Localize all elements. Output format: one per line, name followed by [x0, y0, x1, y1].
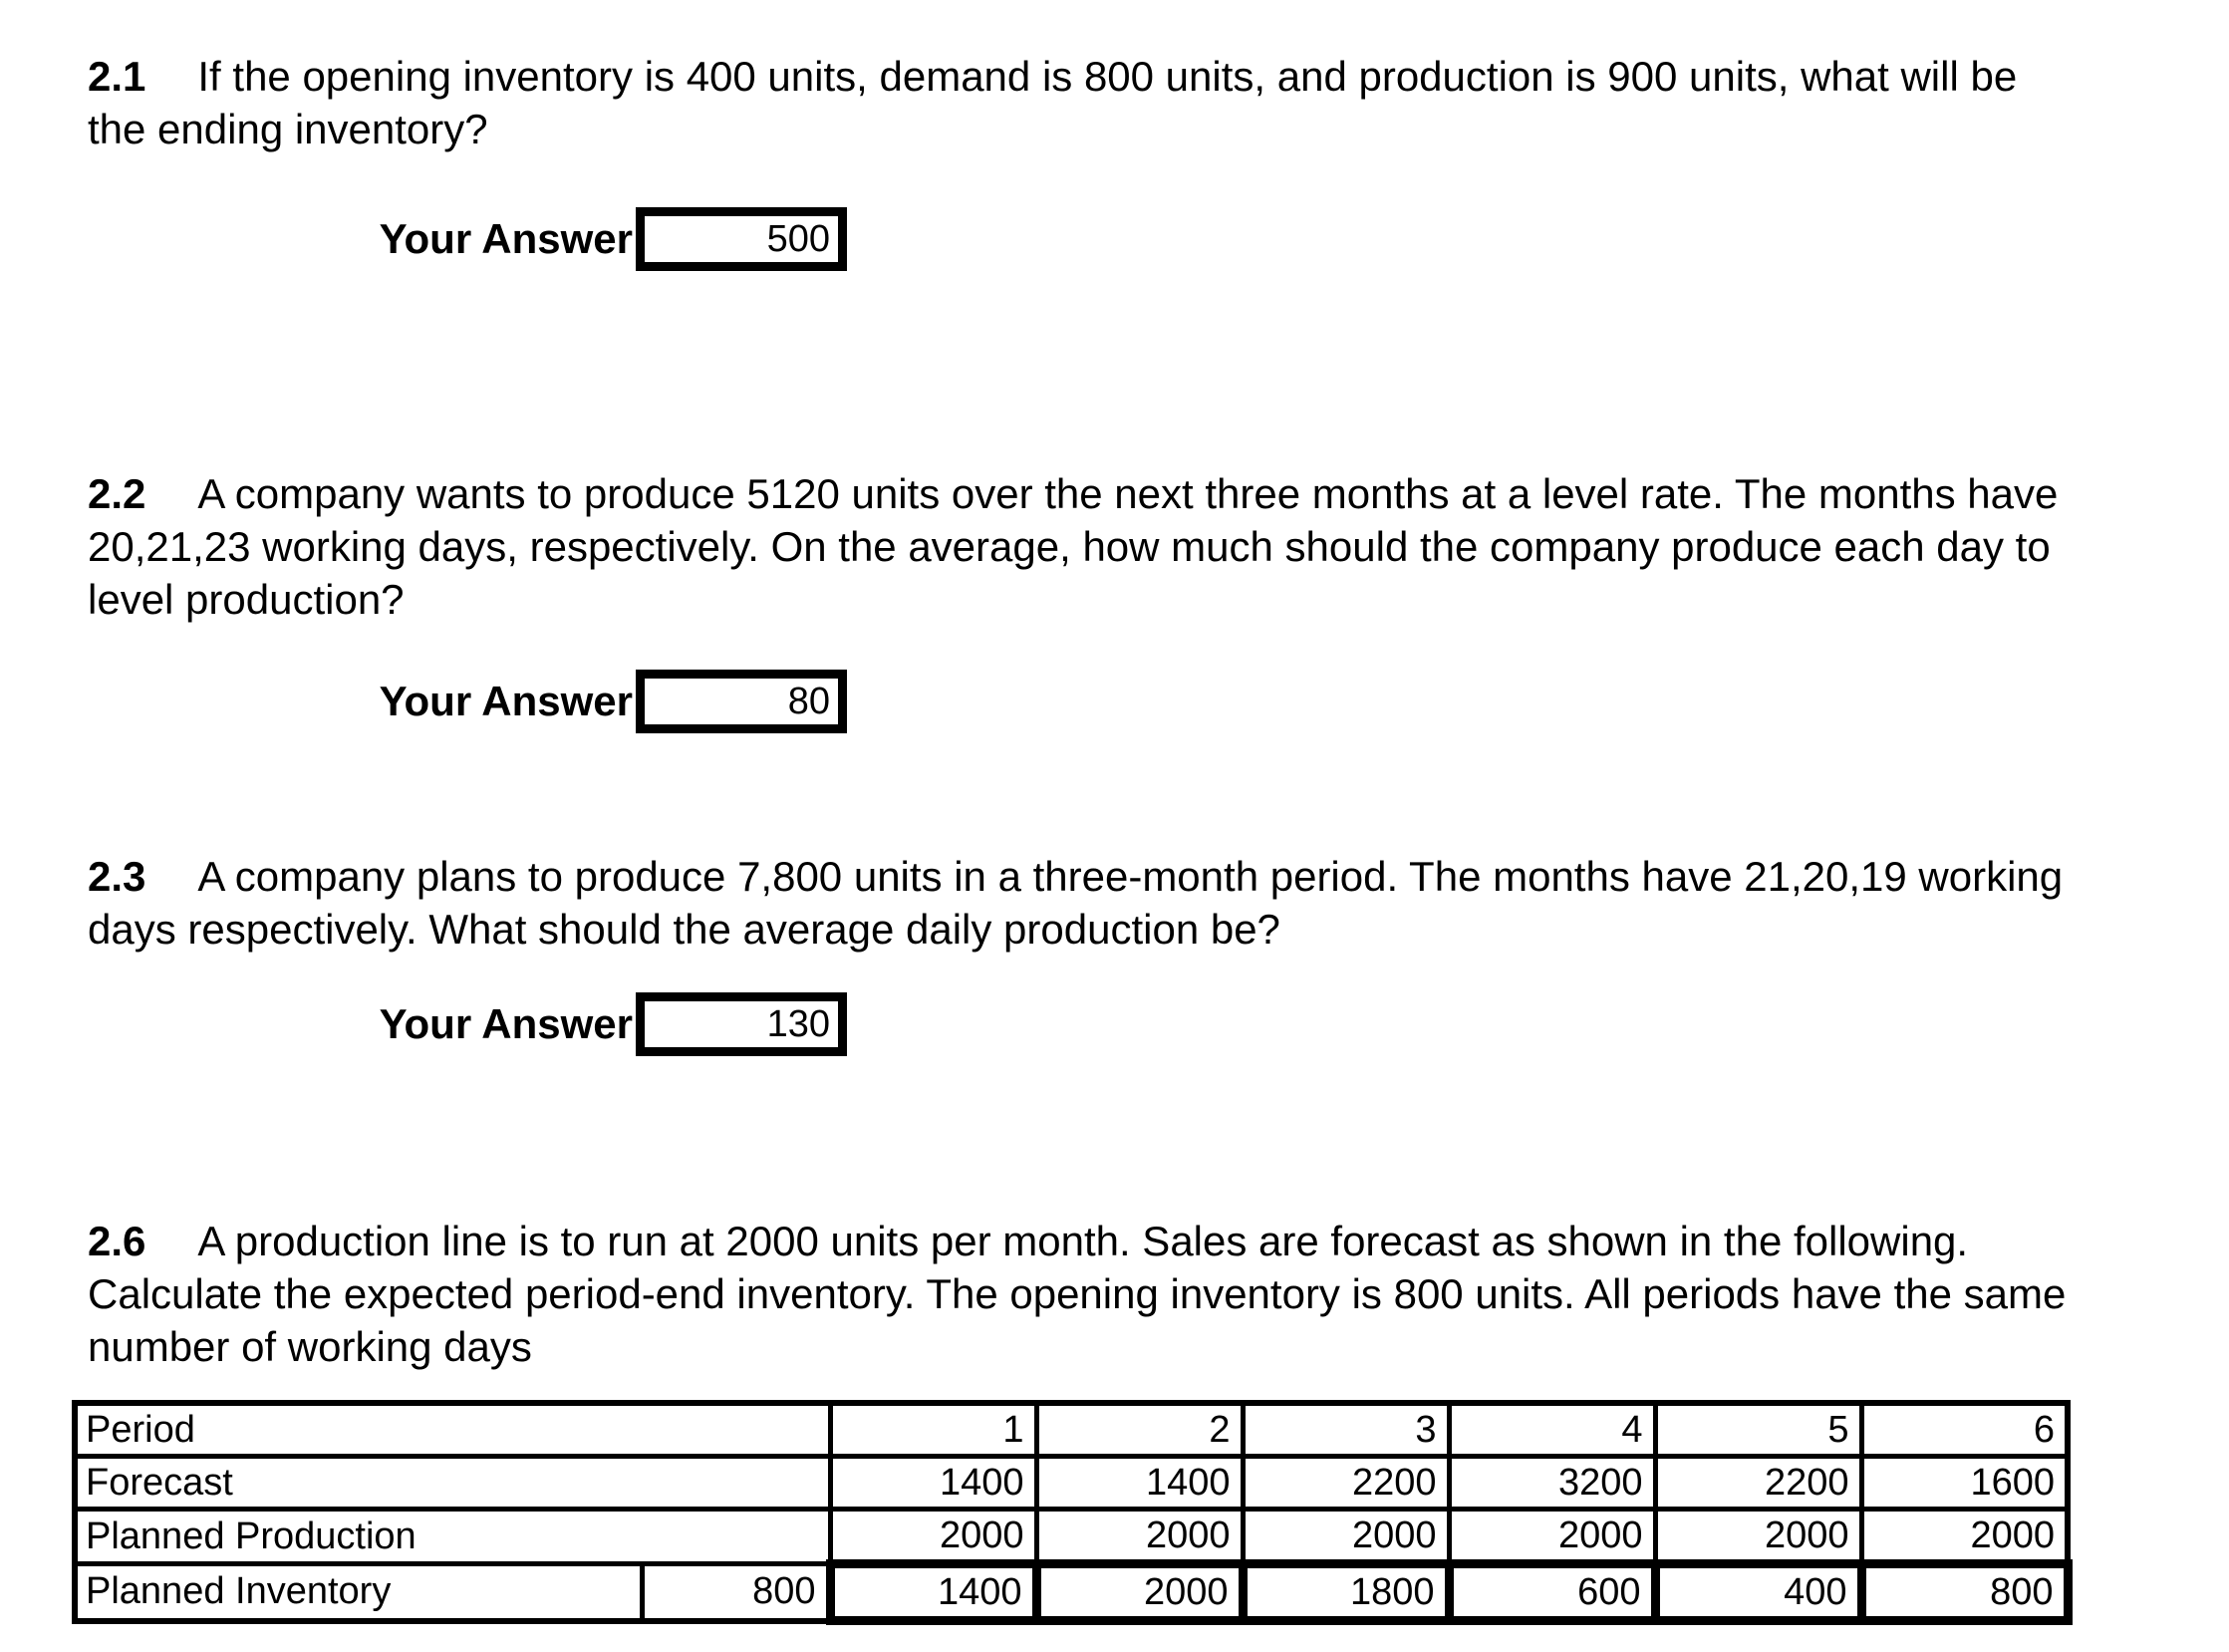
table-row-planned-inventory: [75, 1564, 2068, 1621]
question-text-line: Calculate the expected period-end inventory. The opening inventory is 800 units. All periods have the same: [88, 1270, 2067, 1317]
period-cell: 4: [1449, 1403, 1655, 1457]
planned-production-cell: 2000: [1036, 1510, 1243, 1564]
production-planning-table: [72, 1400, 2073, 1625]
row-header-period: Period: [75, 1403, 830, 1457]
forecast-cell: 2200: [1243, 1457, 1449, 1510]
forecast-cell: 2200: [1655, 1457, 1861, 1510]
question-number: 2.3: [88, 853, 146, 900]
question-text-line: number of working days: [88, 1323, 532, 1370]
your-answer-label: Your Answer: [379, 1000, 633, 1047]
question-text-line: A production line is to run at 2000 units per month. Sales are forecast as shown in the following.: [197, 1218, 1969, 1264]
question-text-line: 20,21,23 working days, respectively. On the average, how much should the company produce each day to: [88, 523, 2051, 570]
forecast-cell: 3200: [1449, 1457, 1655, 1510]
question-2-6: [88, 1215, 2066, 1373]
planned-inventory-cell[interactable]: 1800: [1243, 1564, 1449, 1621]
period-cell: 2: [1036, 1403, 1243, 1457]
question-line: [88, 50, 2017, 103]
question-2-1: [88, 50, 2017, 155]
table-row-forecast: [75, 1457, 2068, 1510]
table-row-planned-production: [75, 1510, 2068, 1564]
opening-inventory-cell: 800: [642, 1564, 830, 1621]
period-cell: 1: [830, 1403, 1036, 1457]
question-line: [88, 467, 2058, 520]
row-header-planned-inventory: Planned Inventory: [75, 1564, 642, 1621]
question-2-2: [88, 467, 2058, 626]
question-number: 2.2: [88, 470, 146, 517]
answer-input-2-1[interactable]: 500: [636, 207, 847, 271]
planned-inventory-cell[interactable]: 1400: [830, 1564, 1036, 1621]
answer-row-2-2: [199, 670, 847, 733]
answer-row-2-3: [199, 992, 847, 1056]
answer-input-2-3[interactable]: 130: [636, 992, 847, 1056]
your-answer-label: Your Answer: [379, 678, 633, 724]
planned-inventory-cell[interactable]: 800: [1861, 1564, 2068, 1621]
row-header-planned-production: Planned Production: [75, 1510, 830, 1564]
planned-inventory-cell[interactable]: 2000: [1036, 1564, 1243, 1621]
row-header-forecast: Forecast: [75, 1457, 830, 1510]
answer-input-2-2[interactable]: 80: [636, 670, 847, 733]
period-cell: 6: [1861, 1403, 2068, 1457]
question-text-line: days respectively. What should the average daily production be?: [88, 906, 1280, 953]
question-line: [88, 1215, 2066, 1267]
period-cell: 3: [1243, 1403, 1449, 1457]
planned-production-cell: 2000: [830, 1510, 1036, 1564]
question-number: 2.6: [88, 1218, 146, 1264]
forecast-cell: 1400: [1036, 1457, 1243, 1510]
forecast-cell: 1400: [830, 1457, 1036, 1510]
question-text-line: If the opening inventory is 400 units, demand is 800 units, and production is 900 units, what will be: [197, 53, 2018, 100]
question-number: 2.1: [88, 53, 146, 100]
planned-production-cell: 2000: [1449, 1510, 1655, 1564]
planned-production-cell: 2000: [1861, 1510, 2068, 1564]
table-row-period: [75, 1403, 2068, 1457]
planned-production-cell: 2000: [1243, 1510, 1449, 1564]
period-cell: 5: [1655, 1403, 1861, 1457]
question-text-line: level production?: [88, 576, 405, 623]
planned-inventory-cell[interactable]: 400: [1655, 1564, 1861, 1621]
question-text-line: A company plans to produce 7,800 units in a three-month period. The months have 21,20,19 working: [197, 853, 2064, 900]
question-line: [88, 850, 2063, 903]
planned-production-cell: 2000: [1655, 1510, 1861, 1564]
question-text-line: the ending inventory?: [88, 106, 488, 152]
your-answer-label: Your Answer: [379, 215, 633, 262]
forecast-cell: 1600: [1861, 1457, 2068, 1510]
question-text-line: A company wants to produce 5120 units over the next three months at a level rate. The months have: [197, 470, 2059, 517]
planned-inventory-cell[interactable]: 600: [1449, 1564, 1655, 1621]
answer-row-2-1: [199, 207, 847, 271]
question-2-3: [88, 850, 2063, 956]
